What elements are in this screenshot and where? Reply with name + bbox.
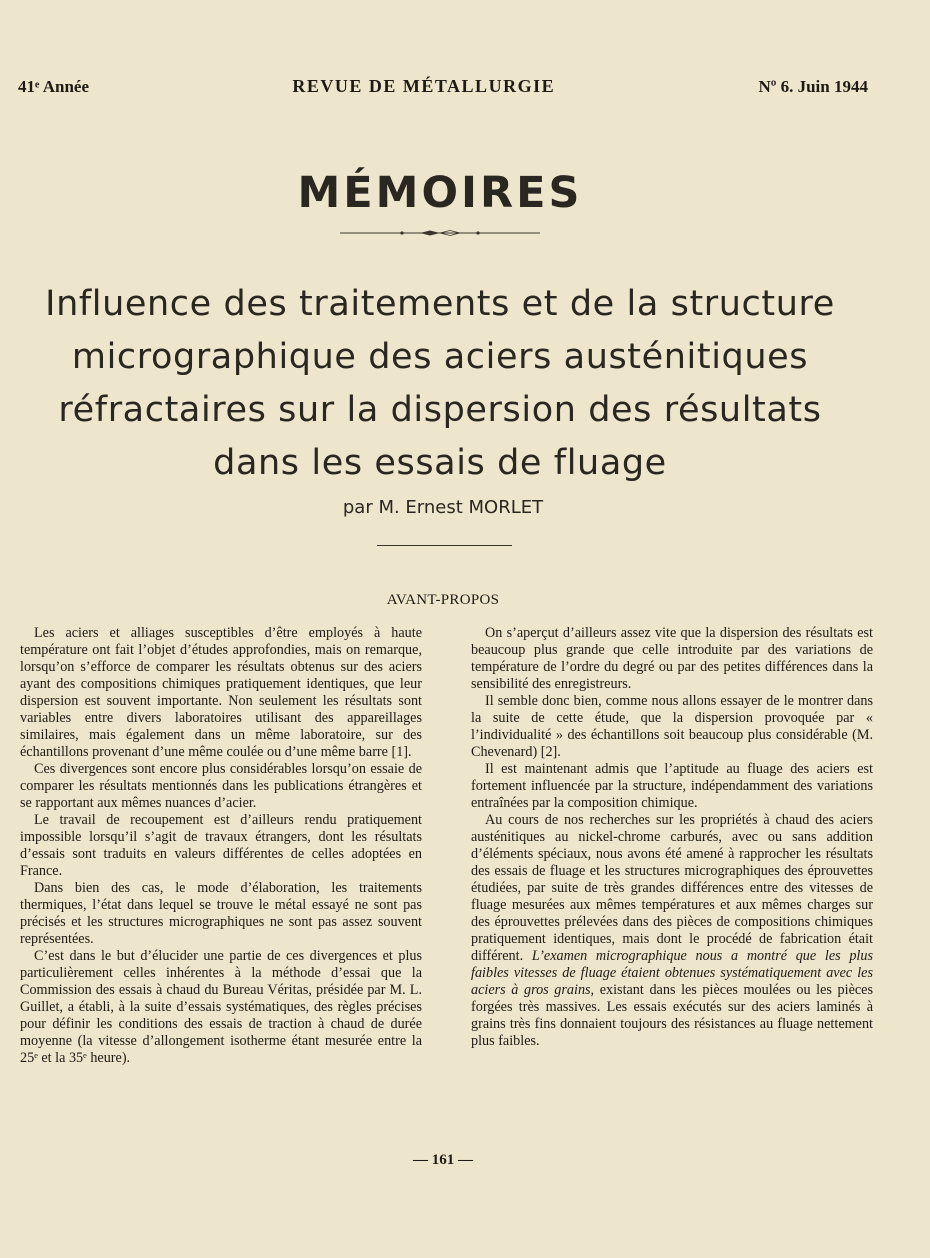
ornament-divider	[340, 230, 540, 236]
paragraph: Les aciers et alliages susceptibles d’être employés à haute température ont fait l’objet d’études approfondies, mais on remarque, lorsqu’on s’efforce de comparer les résultats obtenus sur des aciers ayant des compositions chimiques pratiquement identiques, que leur dispersion est souvent importante. Non seulement les résultats sont variables entre divers laboratoires utilisant des appareillages similaires, mais également dans un même laboratoire, sur des échantillons provenant d’une même coulée ou d’une même barre [1].	[20, 625, 422, 760]
subheading: AVANT-PROPOS	[386, 592, 500, 608]
paragraph: Il semble donc bien, comme nous allons essayer de le montrer dans la suite de cette étude, que la dispersion provoquée par « l’individualité » des échantillons soit beaucoup plus considérable (M. Chevenard) [2].	[471, 693, 873, 760]
paragraph: Dans bien des cas, le mode d’élaboration, les traitements thermiques, l’état dans lequel se trouve le métal essayé ne sont pas précisés et les structures micrographiques ne sont pas assez souvent représentées.	[20, 880, 422, 947]
paragraph-text: existant dans les pièces moulées ou les pièces forgées très massives. Les essais exécutés sur des aciers laminés à grains très fins donnaient toujours des résistances au fluage nettement plus faibles.	[471, 982, 873, 1049]
title-line: micrographique des aciers austénitiques	[71, 337, 809, 377]
article-title	[20, 278, 860, 490]
issue-number: Nº 6. Juin 1944	[758, 77, 868, 96]
paragraph	[471, 812, 873, 1050]
italic-emphasis: L’examen micrographique nous a montré que les plus faibles vitesses de fluage étaient obtenues systématiquement avec les aciers à gros grains,	[471, 948, 873, 998]
left-column	[20, 625, 422, 1067]
journal-name: REVUE DE MÉTALLURGIE	[292, 76, 556, 96]
paragraph-text: Au cours de nos recherches sur les propriétés à chaud des aciers austénitiques au nickel-chrome carburés, avec ou sans addition d’éléments spéciaux, nous avons été amené à rapprocher les résultats des essais de fluage et les structures micrographiques des éprouvettes étudiées, par suite de très grandes différences entre des vitesses de fluage mesurées aux mêmes températures et aux mêmes charges sur des éprouvettes prélevées dans des pièces de compositions chimiques pratiquement identiques, mais dont le procédé de fabrication était différent.	[471, 812, 873, 964]
section-title: MÉMOIRES	[297, 168, 583, 218]
running-header	[18, 76, 868, 97]
header-year: 41ᵉ Année	[18, 77, 89, 96]
title-rule	[377, 545, 512, 546]
title-line: Influence des traitements et de la structure	[45, 284, 835, 324]
title-line: réfractaires sur la dispersion des résultats	[58, 390, 822, 430]
paragraph: Le travail de recoupement est d’ailleurs rendu pratiquement impossible lorsqu’il s’agit de travaux étrangers, dont les résultats d’essais sont traduits en valeurs différentes de celles adoptées en France.	[20, 812, 422, 879]
title-line: dans les essais de fluage	[213, 443, 667, 483]
paragraph: On s’aperçut d’ailleurs assez vite que la dispersion des résultats est beaucoup plus grande que celle introduite par des variations de température de l’ordre du degré ou par des petites différences dans la sensibilité des enregistreurs.	[471, 625, 873, 692]
page-number: — 161 —	[413, 1152, 473, 1168]
right-column	[471, 625, 873, 1050]
paragraph: Il est maintenant admis que l’aptitude au fluage des aciers est fortement influencée par la structure, indépendamment des variations entraînées par la composition chimique.	[471, 761, 873, 811]
paragraph: C’est dans le but d’élucider une partie de ces divergences et plus particulièrement celles inhérentes à la méthode d’essai que la Commission des essais à chaud du Bureau Véritas, présidée par M. L. Guillet, a établi, à la suite d’essais systématiques, des règles précises pour définir les conditions des essais de traction à chaud de durée moyenne (la vitesse d’allongement isotherme étant mesurée entre la 25ᵉ et la 35ᵉ heure).	[20, 948, 422, 1066]
paragraph: Ces divergences sont encore plus considérables lorsqu’on essaie de comparer les résultats mentionnés dans les publications étrangères et se rapportant aux mêmes nuances d’acier.	[20, 761, 422, 811]
author-byline: par M. Ernest MORLET	[342, 497, 544, 518]
